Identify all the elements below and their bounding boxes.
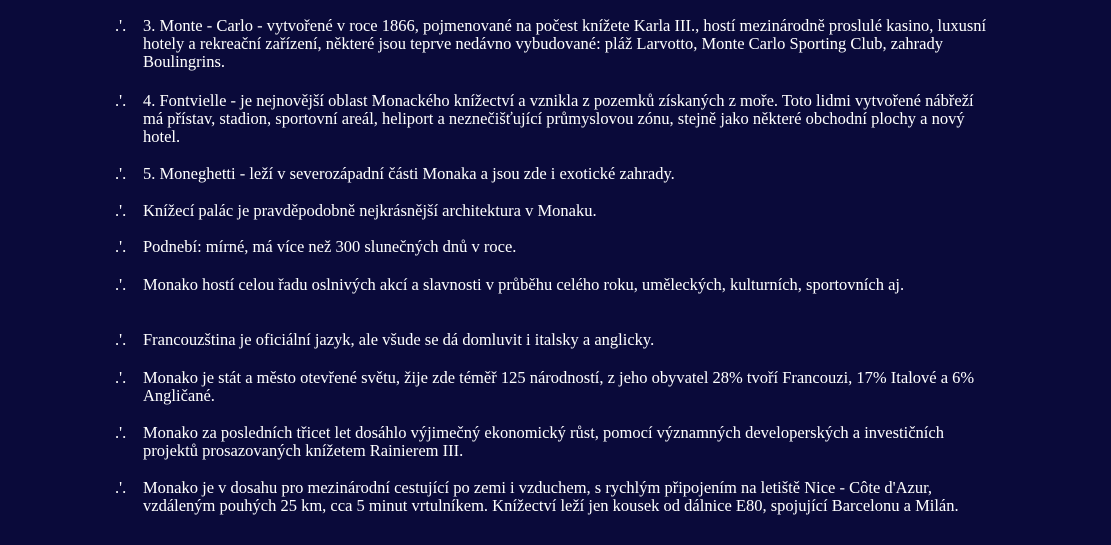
bullet-marker: .'. <box>115 330 127 349</box>
list-item-text: Monako hostí celou řadu oslnivých akcí a slavnosti v průběhu celého roku, uměleckých, kulturních, sportovních aj. <box>143 275 905 294</box>
list-item <box>115 479 995 515</box>
bullet-marker: .'. <box>115 16 127 35</box>
bullet-marker: .'. <box>115 423 127 442</box>
bullet-marker: .'. <box>115 478 127 497</box>
list-item-text: Francouzština je oficiální jazyk, ale všude se dá domluvit i italsky a anglicky. <box>143 330 655 349</box>
list-item-text: 4. Fontvielle - je nejnovější oblast Monackého knížectví a vznikla z pozemků získaných z moře. Toto lidmi vytvořené nábřeží má přístav, stadion, sportovní areál, heliport a neznečišťující průmyslovou zónu, stejně jako některé obchodní plochy a nový hotel. <box>143 91 974 146</box>
list-item <box>115 424 995 460</box>
list-item <box>115 276 995 294</box>
list-item <box>115 165 995 183</box>
list-item-text: Knížecí palác je pravděpodobně nejkrásnější architektura v Monaku. <box>143 201 597 220</box>
bullet-marker: .'. <box>115 201 127 220</box>
bullet-marker: .'. <box>115 368 127 387</box>
list-item-text: Monako za posledních třicet let dosáhlo výjimečný ekonomický růst, pomocí významných developerských a investičních projektů prosazovaných knížetem Rainierem III. <box>143 423 944 460</box>
list-item-text: 3. Monte - Carlo - vytvořené v roce 1866, pojmenované na počest knížete Karla III., hostí mezinárodně proslulé kasino, luxusní hotely a rekreační zařízení, některé jsou teprve nedávno vybudované: pláž Larvotto, Monte Carlo Sporting Club, zahrady Boulingrins. <box>143 16 987 71</box>
list-item <box>115 202 995 220</box>
bullet-marker: .'. <box>115 275 127 294</box>
bullet-marker: .'. <box>115 91 127 110</box>
list-item <box>115 92 995 146</box>
bullet-marker: .'. <box>115 237 127 256</box>
list-item-text: Monako je stát a město otevřené světu, žije zde téměř 125 národností, z jeho obyvatel 28% tvoří Francouzi, 17% Italové a 6% Angličané. <box>143 368 975 405</box>
list-item-text: 5. Moneghetti - leží v severozápadní části Monaka a jsou zde i exotické zahrady. <box>143 164 675 183</box>
bullet-marker: .'. <box>115 164 127 183</box>
list-item-text: Podnebí: mírné, má více než 300 slunečných dnů v roce. <box>143 237 517 256</box>
list-item <box>115 331 995 349</box>
list-item-text: Monako je v dosahu pro mezinárodní cestující po zemi i vzduchem, s rychlým připojením na letiště Nice - Côte d'Azur, vzdáleným pouhých 25 km, cca 5 minut vrtulníkem. Knížectví leží jen kousek od dálnice E80, spojující Barcelonu a Milán. <box>143 478 959 515</box>
list-item <box>115 369 995 405</box>
list-item <box>115 238 995 256</box>
list-item <box>115 17 995 71</box>
